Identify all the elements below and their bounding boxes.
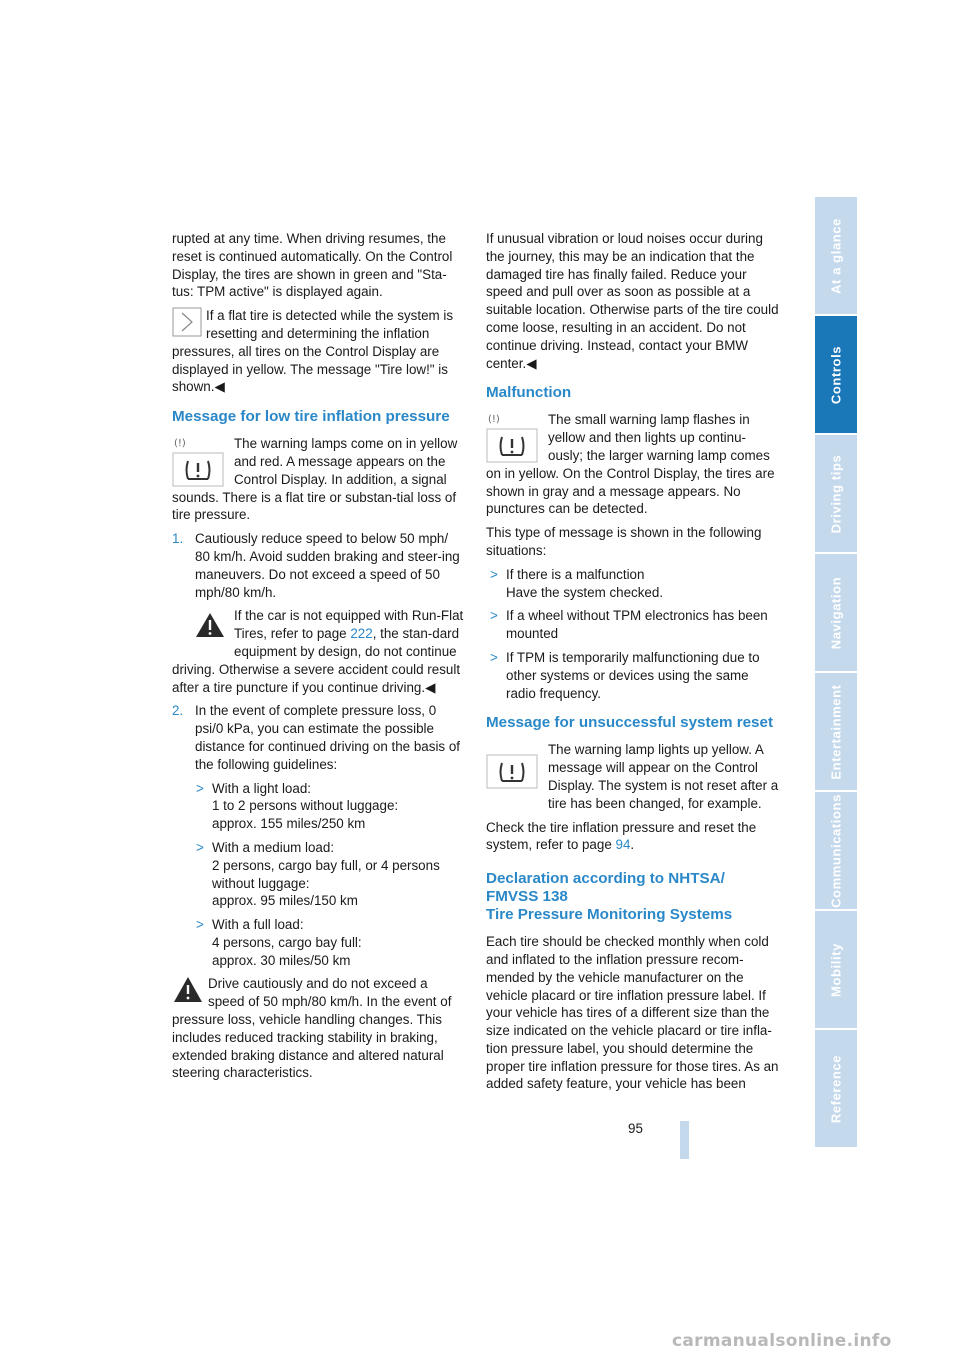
declaration-paragraph: Each tire should be checked monthly when cold and inflated to the inflation pressure recom-mended by the vehicle manufacturer on the vehicle placard or tire inflation pressure label. If your vehicle has tires of a different size than the size indicated on the vehicle placard or tire infla-tion pressure label, you should determine the proper tire inflation pressure for those tires. As an added safety feature, your vehicle has been — [486, 934, 779, 1092]
steps-list — [172, 530, 466, 969]
tab-navigation[interactable]: Navigation — [815, 554, 857, 673]
warning-triangle-icon — [172, 975, 206, 1009]
list-item: 1. Cautiously reduce speed to below 50 mph/ 80 km/h. Avoid sudden braking and steer-ing maneuvers. Do not exceed a speed of 50 mph/80 km/h. — [172, 531, 460, 600]
run-flat-warning: If the car is not equipped with Run-Flat Tires, refer to page 222, the stan-dard equipment by design, do not continue driving. Otherwise a severe accident could result after a tire puncture if you continue driving.◀ — [172, 608, 464, 695]
tire-warning-lamp-icon — [486, 411, 544, 463]
heading-low-pressure: Message for low tire inflation pressure — [172, 408, 450, 426]
tab-entertainment[interactable]: Entertainment — [815, 673, 857, 792]
malfunction-paragraph: (!) The small warning lamp flashes in yellow and then lights up continu-ously; the larger warning lamp comes on in yellow. On the Control Display, the tires are shown in gray and a message appears. No punctures can be detected. — [486, 412, 775, 517]
list-item: > With a medium load: 2 persons, cargo bay full, or 4 persons without luggage: approx. 95 miles/150 km — [196, 839, 440, 909]
tire-warning-lamp-icon — [486, 741, 544, 797]
tab-reference[interactable]: Reference — [815, 1030, 857, 1149]
load-guidelines — [172, 780, 466, 970]
list-item: > If a wheel without TPM electronics has been mounted — [490, 608, 768, 642]
chapter-tabs — [815, 197, 857, 1149]
page-number-bar — [680, 1121, 689, 1159]
intro-paragraph: rupted at any time. When driving resumes, the reset is continued automatically. On the Control Display, the tires are shown in green and "Sta-tus: TPM active" is displayed again. — [172, 231, 453, 300]
svg-text:(!): (!) — [488, 414, 500, 426]
heading-declaration: Declaration according to NHTSA/ FMVSS 138 Tire Pressure Monitoring Systems — [486, 870, 733, 924]
tab-mobility[interactable]: Mobility — [815, 911, 857, 1030]
tire-warning-lamp-icon — [172, 435, 230, 487]
warning-triangle-icon — [172, 607, 230, 645]
svg-text:(!): (!) — [174, 438, 186, 450]
warning-lamps-paragraph: (!) The warning lamps come on in yellow and red. A message appears on the Control Display. In addition, a signal sounds. There is a flat tire or substan-tial loss of tire pressure. — [172, 436, 458, 523]
vibration-paragraph: If unusual vibration or loud noises occur during the journey, this may be an indication that the damaged tire has finally failed. Reduce your speed and pull over as soon as possible at a suitable location. Otherwise parts of the tire could come loose, resulting in an accident. Do not continue driving. Instead, contact your BMW center.◀ — [486, 231, 779, 371]
footer-watermark: carmanualsonline.info — [672, 1331, 892, 1351]
tab-driving-tips[interactable]: Driving tips — [815, 435, 857, 554]
page-link-94[interactable]: 94 — [615, 837, 631, 853]
drive-cautiously-warning: Drive cautiously and do not exceed a speed of 50 mph/80 km/h. In the event of pressure loss, vehicle handling changes. This includes reduced tracking stability in braking, extended braking distance and altered natural steering characteristics. — [172, 976, 452, 1081]
list-item: > If TPM is temporarily malfunctioning due to other systems or devices using the same radio frequency. — [490, 649, 760, 701]
list-item: > With a full load: 4 persons, cargo bay full: approx. 30 miles/50 km — [196, 917, 362, 968]
reset-paragraph: The warning lamp lights up yellow. A message will appear on the Control Display. The system is not reset after a tire has been changed, for example. — [486, 741, 780, 812]
note-flat-tire-reset: If a flat tire is detected while the system is resetting and determining the inflation pressures, all tires on the Control Display are displayed in yellow. The message "Tire low!" is shown.◀ — [172, 308, 454, 395]
check-paragraph: Check the tire inflation pressure and reset the system, refer to page 94. — [486, 819, 757, 853]
heading-malfunction: Malfunction — [486, 384, 572, 402]
list-item: 2. In the event of complete pressure loss, 0 psi/0 kPa, you can estimate the possible distance for continued driving on the basis of the following guidelines: — [172, 703, 461, 772]
tab-communications[interactable]: Communications — [815, 792, 857, 911]
situations-intro: This type of message is shown in the following situations: — [486, 525, 762, 558]
left-column — [172, 230, 466, 1088]
tab-controls[interactable]: Controls — [815, 316, 857, 435]
list-item: > With a light load: 1 to 2 persons without luggage: approx. 155 miles/250 km — [196, 780, 399, 832]
page-number: 95 — [628, 1121, 643, 1136]
right-column — [486, 230, 780, 1099]
page-link-222[interactable]: 222 — [350, 626, 373, 642]
note-arrow-icon — [172, 307, 206, 341]
tab-at-a-glance[interactable]: At a glance — [815, 197, 857, 316]
list-item: > If there is a malfunction Have the system checked. — [490, 566, 664, 600]
heading-unsuccessful-reset: Message for unsuccessful system reset — [486, 714, 774, 732]
